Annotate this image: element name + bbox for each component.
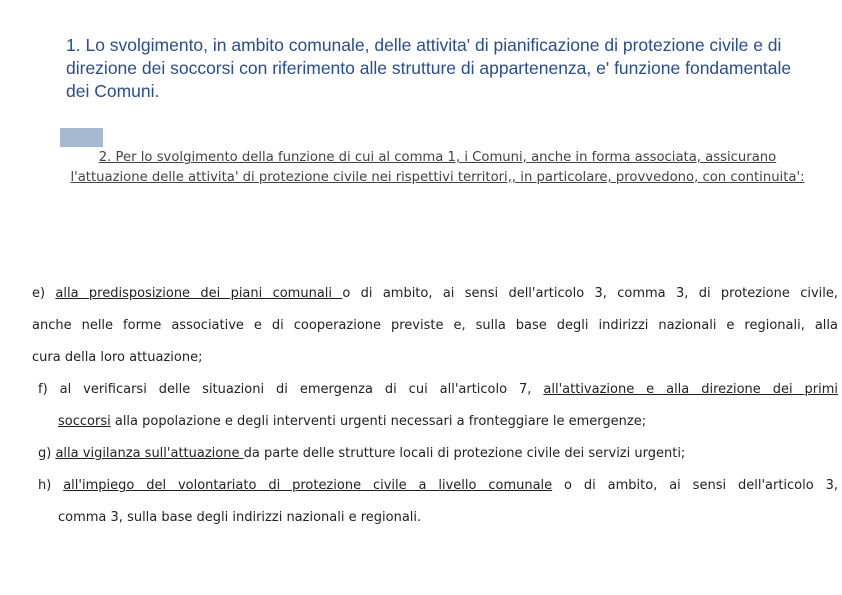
item-f-line-1 xyxy=(32,374,838,406)
article-heading: 1. Lo svolgimento, in ambito comunale, delle attivita' di pianificazione di protezione civile e di direzione dei soccorsi con riferimento alle strutture di appartenenza, e' funzione fondamentale dei Comuni. xyxy=(66,35,792,101)
item-e-underlined: alla predisposizione dei piani comunali xyxy=(55,286,343,301)
item-e-rest: o di ambito, ai sensi dell'articolo 3, comma 3, di protezione civile, xyxy=(342,286,839,301)
item-h-prefix: h) xyxy=(38,478,64,493)
item-e-line-3: cura della loro attuazione; xyxy=(32,350,203,365)
item-f-line-2 xyxy=(32,406,838,438)
item-h-rest: o di ambito, ai sensi dell'articolo 3, xyxy=(552,478,838,493)
item-h-line-2: comma 3, sulla base degli indirizzi nazionali e regionali. xyxy=(58,510,422,525)
item-e-prefix: e) xyxy=(32,286,56,301)
item-g xyxy=(32,438,838,470)
article-subheading: 2. Per lo svolgimento della funzione di cui al comma 1, i Comuni, anche in forma associata, assicurano l'attuazione delle attivita' di protezione civile nei rispettivi territori,, in particolare, provvedono, con continuita': xyxy=(70,150,805,185)
item-h-line-1 xyxy=(32,470,838,502)
item-f-prefix: f) al verificarsi delle situazioni di emergenza di cui all'articolo 7, xyxy=(38,382,544,397)
item-g-rest: da parte delle strutture locali di protezione civile dei servizi urgenti; xyxy=(243,446,686,461)
item-e-line-2: anche nelle forme associative e di cooperazione previste e, sulla base degli indirizzi nazionali e regionali, alla xyxy=(32,318,838,333)
item-f-underlined-1: all'attivazione e alla direzione dei primi xyxy=(543,382,839,397)
item-g-prefix: g) xyxy=(38,446,56,461)
item-f-rest: alla popolazione e degli interventi urgenti necessari a fronteggiare le emergenze; xyxy=(110,414,647,429)
article-items xyxy=(32,278,838,534)
item-g-underlined: alla vigilanza sull'attuazione xyxy=(55,446,244,461)
item-e-line-1 xyxy=(32,278,838,310)
decorative-blue-block xyxy=(60,128,103,147)
item-f-underlined-2: soccorsi xyxy=(58,414,111,429)
item-h-underlined: all'impiego del volontariato di protezione civile a livello comunale xyxy=(63,478,553,493)
